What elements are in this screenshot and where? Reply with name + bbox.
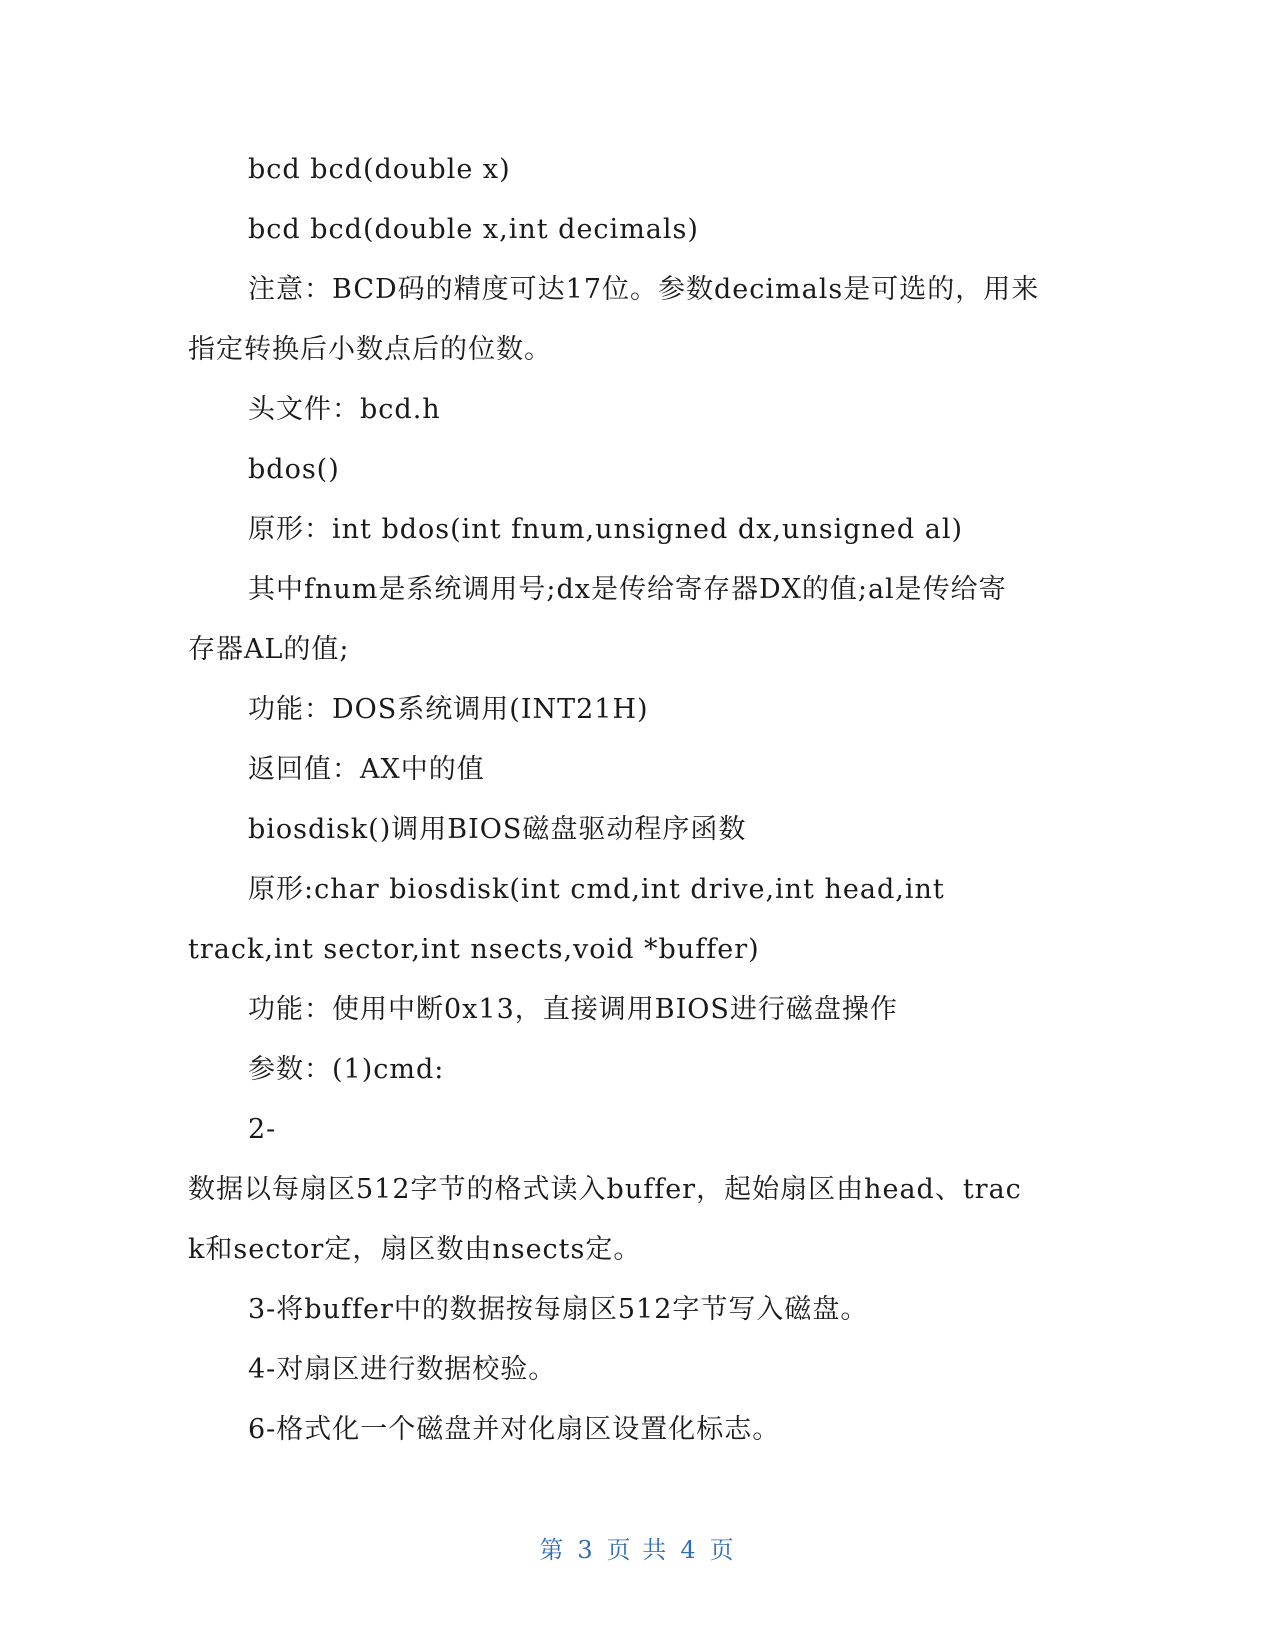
prototype-bdos: 原形：int bdos(int fnum,unsigned dx,unsigned al)	[248, 514, 964, 545]
header-file-line: 头文件：bcd.h	[248, 394, 441, 425]
footer-middle: 页 共	[606, 1536, 669, 1564]
function-name-biosdisk: biosdisk()调用BIOS磁盘驱动程序函数	[248, 814, 747, 845]
function-name-bdos: bdos()	[248, 454, 340, 485]
note-paragraph: 注意：BCD码的精度可达17位。参数decimals是可选的，用来	[248, 274, 1040, 305]
params-bdos: 其中fnum是系统调用号;dx是传给寄存器DX的值;al是传给寄	[248, 574, 1007, 605]
cmd-item-4: 4-对扇区进行数据校验。	[248, 1354, 557, 1385]
params-biosdisk: 参数：(1)cmd:	[248, 1054, 445, 1085]
cmd-item-3: 3-将buffer中的数据按每扇区512字节写入磁盘。	[248, 1294, 869, 1325]
footer-page-number: 3	[577, 1536, 595, 1564]
cmd-item-6: 6-格式化一个磁盘并对化扇区设置化标志。	[248, 1414, 781, 1445]
function-desc-bdos: 功能：DOS系统调用(INT21H)	[248, 694, 649, 725]
return-value-bdos: 返回值：AX中的值	[248, 754, 485, 785]
code-line-bcd-2: bcd bcd(double x,int decimals)	[248, 214, 699, 245]
footer-suffix: 页	[709, 1536, 736, 1564]
note-paragraph-cont: 指定转换后小数点后的位数。	[188, 334, 552, 365]
cmd-item-2-desc: 数据以每扇区512字节的格式读入buffer，起始扇区由head、trac	[188, 1174, 1022, 1205]
prototype-biosdisk: 原形:char biosdisk(int cmd,int drive,int head,int	[248, 874, 945, 905]
footer-prefix: 第	[539, 1536, 566, 1564]
document-body	[188, 140, 1078, 1460]
function-desc-biosdisk: 功能：使用中断0x13，直接调用BIOS进行磁盘操作	[248, 994, 898, 1025]
params-bdos-cont: 存器AL的值;	[188, 634, 350, 665]
cmd-item-2-desc-cont: k和sector定，扇区数由nsects定。	[188, 1234, 642, 1265]
page-footer	[0, 1530, 1275, 1565]
cmd-item-2: 2-	[248, 1114, 277, 1145]
prototype-biosdisk-cont: track,int sector,int nsects,void *buffer)	[188, 934, 760, 965]
footer-total-pages: 4	[680, 1536, 698, 1564]
code-line-bcd-1: bcd bcd(double x)	[248, 154, 511, 185]
